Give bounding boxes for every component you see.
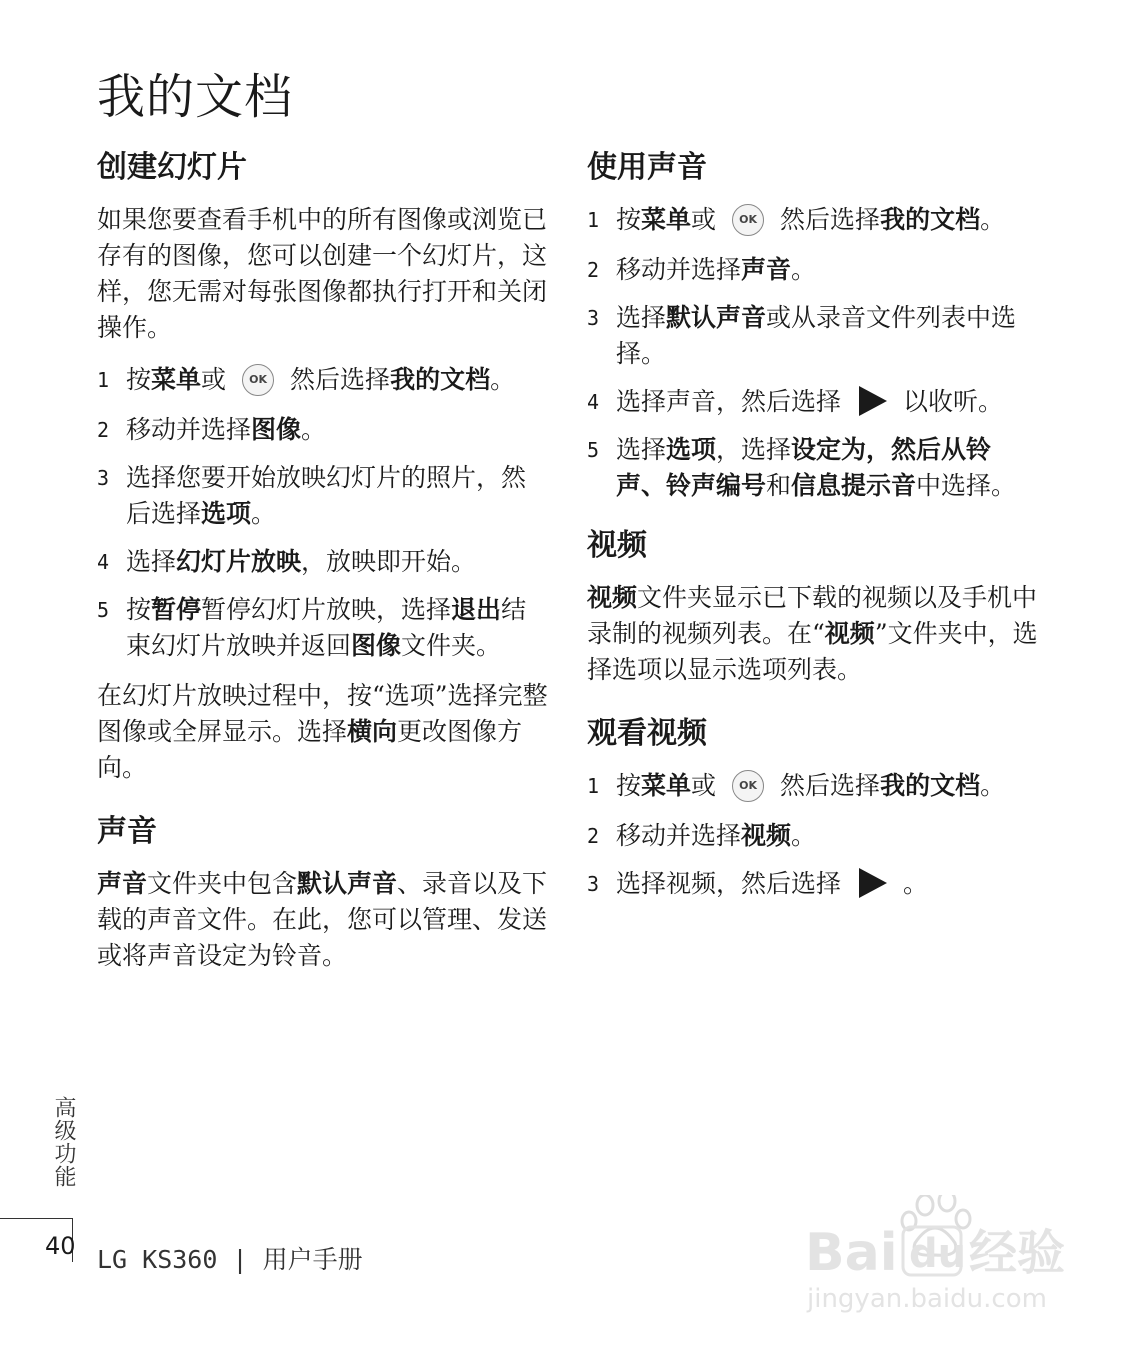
list-item <box>587 300 1039 372</box>
page-number: 40 <box>45 1232 76 1260</box>
step-bold: 幻灯片放映 <box>176 546 302 576</box>
page-title: 我的文档 <box>97 69 294 125</box>
step-bold: 视频 <box>741 820 792 850</box>
para-text: 在幻灯片放映过程中，按“选项”选择完整图像或全屏显示。选择 <box>97 680 548 746</box>
play-icon <box>859 386 887 416</box>
step-bold: 选项 <box>201 498 252 528</box>
list-item <box>587 768 1039 806</box>
step-bold: 我的文档 <box>880 205 981 234</box>
step-text: 或 <box>691 205 717 234</box>
para-bold: 视频 <box>824 619 875 648</box>
list-item <box>97 460 549 532</box>
step-number: 2 <box>97 417 110 442</box>
step-text: 和 <box>766 471 792 500</box>
svg-text:jingyan.baidu.com: jingyan.baidu.com <box>807 1284 1047 1314</box>
step-text: 按 <box>616 205 642 234</box>
list-item <box>97 544 549 580</box>
video-description <box>587 580 1039 688</box>
step-bold: 声音 <box>741 254 792 284</box>
step-bold: 退出 <box>451 594 502 624</box>
step-text: ，选择 <box>716 435 792 464</box>
step-bold: 我的文档 <box>880 771 981 800</box>
step-text: 。 <box>301 414 327 444</box>
step-number: 1 <box>587 208 600 232</box>
svg-text:经验: 经验 <box>969 1225 1066 1281</box>
left-column <box>97 148 549 990</box>
step-text: 选择 <box>616 435 667 464</box>
step-text: 然后选择 <box>780 205 881 234</box>
step-number: 5 <box>97 597 110 622</box>
list-item <box>97 592 549 664</box>
slideshow-intro: 如果您要查看手机中的所有图像或浏览已存有的图像，您可以创建一个幻灯片，这样，您无需对每张图像都执行打开和关闭操作。 <box>97 205 548 342</box>
slideshow-outro <box>97 678 549 786</box>
para-bold: 横向 <box>347 716 398 746</box>
list-item <box>587 202 1039 240</box>
list-item <box>587 866 1039 903</box>
step-text: 。 <box>980 771 1006 800</box>
step-bold: 菜单 <box>641 205 692 234</box>
step-number: 1 <box>587 774 600 798</box>
step-bold: 图像 <box>251 414 302 444</box>
step-text: 选择视频，然后选择 <box>616 868 842 898</box>
step-text: 选择声音，然后选择 <box>616 386 842 416</box>
step-bold: 设定为，然后从铃声、铃声编号 <box>616 435 992 500</box>
ok-icon: OK <box>732 770 764 802</box>
step-text: 然后选择 <box>290 365 391 394</box>
list-item <box>587 252 1039 288</box>
step-text: 文件夹。 <box>401 630 502 660</box>
para-bold: 默认声音 <box>297 868 398 898</box>
step-number: 3 <box>97 465 110 490</box>
section-heading-sound: 声音 <box>97 813 157 849</box>
right-column <box>587 148 1039 916</box>
para-text: 、录音以及下载的声音文件。在此，您可以管理、发送或将声音设定为铃音。 <box>97 868 548 970</box>
step-text: 。 <box>251 498 277 528</box>
step-bold: 菜单 <box>151 365 202 394</box>
step-text: 。 <box>490 365 516 394</box>
step-text: 选择 <box>616 302 667 332</box>
footer-text: LG KS360 | 用户手册 <box>97 1245 363 1274</box>
step-number: 1 <box>97 368 110 392</box>
step-text: 然后选择 <box>780 771 881 800</box>
step-bold: 暂停 <box>151 594 202 624</box>
step-text: 。 <box>791 820 817 850</box>
step-text: 。 <box>791 254 817 284</box>
step-text: 选择 <box>126 546 177 576</box>
list-item <box>97 362 549 400</box>
para-text: 更改图像方向。 <box>97 716 523 782</box>
step-number: 3 <box>587 305 600 330</box>
step-bold: 菜单 <box>641 771 692 800</box>
watch-video-steps <box>587 768 1039 902</box>
section-heading-video: 视频 <box>587 528 647 563</box>
baidu-watermark-logo <box>805 1195 1095 1320</box>
list-item <box>587 432 1039 504</box>
step-bold: 信息提示音 <box>791 471 917 500</box>
step-text: 或 <box>201 365 227 394</box>
para-bold: 视频 <box>587 583 638 612</box>
step-text: 按 <box>616 771 642 800</box>
para-text: 文件夹显示已下载的视频以及手机中录制的视频列表。在“ <box>587 583 1038 648</box>
step-number: 4 <box>97 549 110 574</box>
svg-text:du: du <box>909 1231 967 1277</box>
step-text: 以收听。 <box>903 386 1004 416</box>
sound-description <box>97 866 549 974</box>
ok-icon: OK <box>732 204 764 236</box>
ok-icon: OK <box>242 364 274 396</box>
step-text: 按 <box>126 365 152 394</box>
step-text: 中选择。 <box>916 471 1017 500</box>
section-heading-watch-video: 观看视频 <box>587 716 707 751</box>
step-text: 或 <box>691 771 717 800</box>
list-item <box>97 412 549 448</box>
step-bold: 默认声音 <box>666 302 767 332</box>
step-bold: 我的文档 <box>390 365 491 394</box>
section-heading-slideshow: 创建幻灯片 <box>97 150 247 185</box>
step-text: 结束幻灯片放映并返回 <box>126 594 527 660</box>
para-text: ”文件夹中，选择选项以显示选项列表。 <box>587 619 1038 684</box>
step-number: 4 <box>587 389 600 414</box>
play-icon <box>859 868 887 898</box>
step-text: ，放映即开始。 <box>301 546 477 576</box>
step-text: 暂停幻灯片放映，选择 <box>201 594 452 624</box>
step-text: 选择您要开始放映幻灯片的照片，然后选择 <box>126 462 527 528</box>
slideshow-steps <box>97 362 549 664</box>
para-text: 文件夹中包含 <box>147 868 298 898</box>
list-item <box>587 818 1039 854</box>
list-item <box>587 384 1039 421</box>
section-heading-use-sound: 使用声音 <box>587 150 707 185</box>
step-bold: 选项 <box>666 435 717 464</box>
side-divider <box>0 1218 72 1219</box>
step-text: 移动并选择 <box>616 820 742 850</box>
step-text: 按 <box>126 594 152 624</box>
step-number: 2 <box>587 257 600 282</box>
step-number: 5 <box>587 438 600 462</box>
step-text: 。 <box>980 205 1006 234</box>
use-sound-steps <box>587 202 1039 504</box>
step-text: 或从录音文件列表中选择。 <box>616 302 1017 368</box>
step-number: 3 <box>587 871 600 896</box>
step-text: 移动并选择 <box>126 414 252 444</box>
side-section-label: 高级功能 <box>51 1096 76 1188</box>
step-bold: 图像 <box>351 630 402 660</box>
para-bold: 声音 <box>97 868 148 898</box>
step-text: 移动并选择 <box>616 254 742 284</box>
step-number: 2 <box>587 823 600 848</box>
svg-text:Bai: Bai <box>805 1223 898 1283</box>
step-text: 。 <box>903 868 929 898</box>
